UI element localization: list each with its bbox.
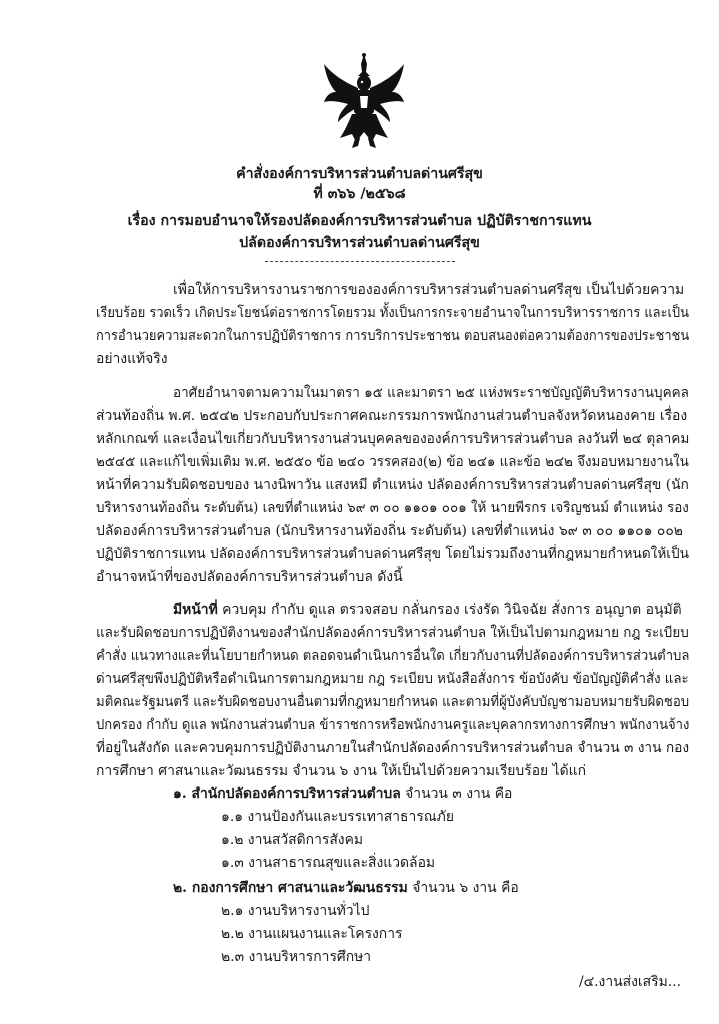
para2-line: ปลัดองค์การบริหารส่วนตำบล (นักบริหารงานท้องถิ่น ระดับต้น) เลขที่ตำแหน่ง ๖๙ ๓ ๐๐ ๑๑๐๑ ๐๐๒: [96, 523, 683, 539]
section2-item: ๒.๓ งานบริหารการศึกษา: [221, 949, 372, 965]
header-divider: [265, 261, 455, 262]
duties-label: มีหน้าที่: [173, 602, 218, 618]
subject-line-2: ปลัดองค์การบริหารส่วนตำบลด่านศรีสุข: [239, 235, 480, 251]
section2-heading: ๒. กองการศึกษา ศาสนาและวัฒนธรรม จำนวน ๖ งาน คือ: [173, 880, 519, 896]
duties-text: ควบคุม กำกับ ดูแล ตรวจสอบ กลั่นกรอง เร่งรัด วินิจฉัย สั่งการ อนุญาต อนุมัติ: [217, 602, 682, 618]
section2-item: ๒.๒ งานแผนงานและโครงการ: [221, 926, 403, 942]
section1-heading: ๑. สำนักปลัดองค์การบริหารส่วนตำบล จำนวน ๓ งาน คือ: [173, 786, 513, 802]
garuda-emblem-icon: [322, 52, 406, 150]
section1-item: ๑.๑ งานป้องกันและบรรเทาสาธารณภัย: [221, 809, 454, 825]
para1-line: อย่างแท้จริง: [96, 351, 168, 367]
continuation-note: /๔.งานส่งเสริม...: [578, 974, 681, 990]
section1-item: ๑.๓ งานสาธารณสุขและสิ่งแวดล้อม: [221, 855, 436, 871]
para3-line: ที่อยู่ในสังกัด และควบคุมการปฏิบัติงานภายในสำนักปลัดองค์การบริหารส่วนตำบล จำนวน ๓ งาน กอง: [96, 740, 690, 756]
para3-line: คำสั่ง แนวทางและที่นโยบายกำหนด ตลอดจนดำเนินการอื่นใด เกี่ยวกับงานที่ปลัดองค์การบริหารส่วนตำบล: [96, 648, 690, 664]
para2-line: บริหารงานท้องถิ่น ระดับต้น) เลขที่ตำแหน่ง ๖๙ ๓ ๐๐ ๑๑๐๑ ๐๐๑ ให้ นายพีรกร เจริญชนม์ ตำแหน่ง รอง: [96, 500, 689, 516]
section1-item: ๑.๒ งานสวัสดิการสังคม: [221, 832, 364, 848]
para2-line: หลักเกณฑ์ และเงื่อนไขเกี่ยวกับบริหารงานส่วนบุคคลขององค์การบริหารส่วนตำบล ลงวันที่ ๒๔ ตุลาคม: [96, 431, 690, 447]
para2-line: หน้าที่ความรับผิดชอบของ นางนิพาวัน แสงหมี ตำแหน่ง ปลัดองค์การบริหารส่วนตำบลด่านศรีสุข (นัก: [96, 477, 689, 493]
para3-line: ปกครอง กำกับ ดูแล พนักงานส่วนตำบล ข้าราชการหรือพนักงานครูและบุคลากรทางการศึกษา พนักงานจ้าง: [96, 717, 690, 733]
para3-line: มติคณะรัฐมนตรี และรับผิดชอบงานอื่นตามที่กฎหมายกำหนด และตามที่ผู้บังคับบัญชามอบหมายรับผิดชอบ: [96, 694, 690, 710]
order-number: ที่ ๓๖๖ /๒๕๖๘: [313, 186, 406, 202]
para1-line: เรียบร้อย รวดเร็ว เกิดประโยชน์ต่อราชการโดยรวม ทั้งเป็นการกระจายอำนาจในการบริหารราชการ และเป็น: [96, 305, 689, 321]
para2-line: ปฏิบัติราชการแทน ปลัดองค์การบริหารส่วนตำบลด่านศรีสุข โดยไม่รวมถึงงานที่กฎหมายกำหนดให้เป็น: [96, 546, 689, 562]
para3-line: [173, 600, 682, 620]
para2-line: ส่วนท้องถิ่น พ.ศ. ๒๕๔๒ ประกอบกับประกาศคณะกรรมการพนักงานส่วนตำบลจังหวัดหนองคาย เรื่อง: [96, 408, 688, 424]
para1-line: เพื่อให้การบริหารงานราชการขององค์การบริหารส่วนตำบลด่านศรีสุข เป็นไปด้วยความ: [173, 282, 685, 298]
para2-line: อำนาจหน้าที่ของปลัดองค์การบริหารส่วนตำบล ดังนี้: [96, 569, 403, 585]
para2-line: ๒๕๔๕ และแก้ไขเพิ่มเติม พ.ศ. ๒๕๕๐ ข้อ ๒๔๐ วรรคสอง(๒) ข้อ ๒๔๑ และข้อ ๒๔๒ จึงมอบหมายงานใน: [96, 454, 689, 470]
section2-item: ๒.๑ งานบริหารงานทั่วไป: [221, 903, 370, 919]
order-title: คำสั่งองค์การบริหารส่วนตำบลด่านศรีสุข: [236, 166, 483, 182]
para3-line: การศึกษา ศาสนาและวัฒนธรรม จำนวน ๖ งาน ให้เป็นไปด้วยความเรียบร้อย ได้แก่: [96, 763, 586, 779]
para3-line: ด่านศรีสุขพึงปฏิบัติหรือดำเนินการตามกฎหมาย กฎ ระเบียบ หนังสือสั่งการ ข้อบังคับ ข้อบัญญัติคำสั่ง และ: [96, 671, 689, 687]
para2-line: อาศัยอำนาจตามความในมาตรา ๑๕ และมาตรา ๒๕ แห่งพระราชบัญญัติบริหารงานบุคคล: [173, 385, 689, 401]
para3-line: และรับผิดชอบการปฏิบัติงานของสำนักปลัดองค์การบริหารส่วนตำบล ให้เป็นไปตามกฎหมาย กฎ ระเบียบ: [96, 625, 689, 641]
para1-line: การอำนวยความสะดวกในการปฏิบัติราชการ การบริการประชาชน ตอบสนองต่อความต้องการของประชาชน: [96, 328, 690, 344]
subject-line-1: เรื่อง การมอบอำนาจให้รองปลัดองค์การบริหารส่วนตำบล ปฏิบัติราชการแทน: [127, 213, 592, 229]
